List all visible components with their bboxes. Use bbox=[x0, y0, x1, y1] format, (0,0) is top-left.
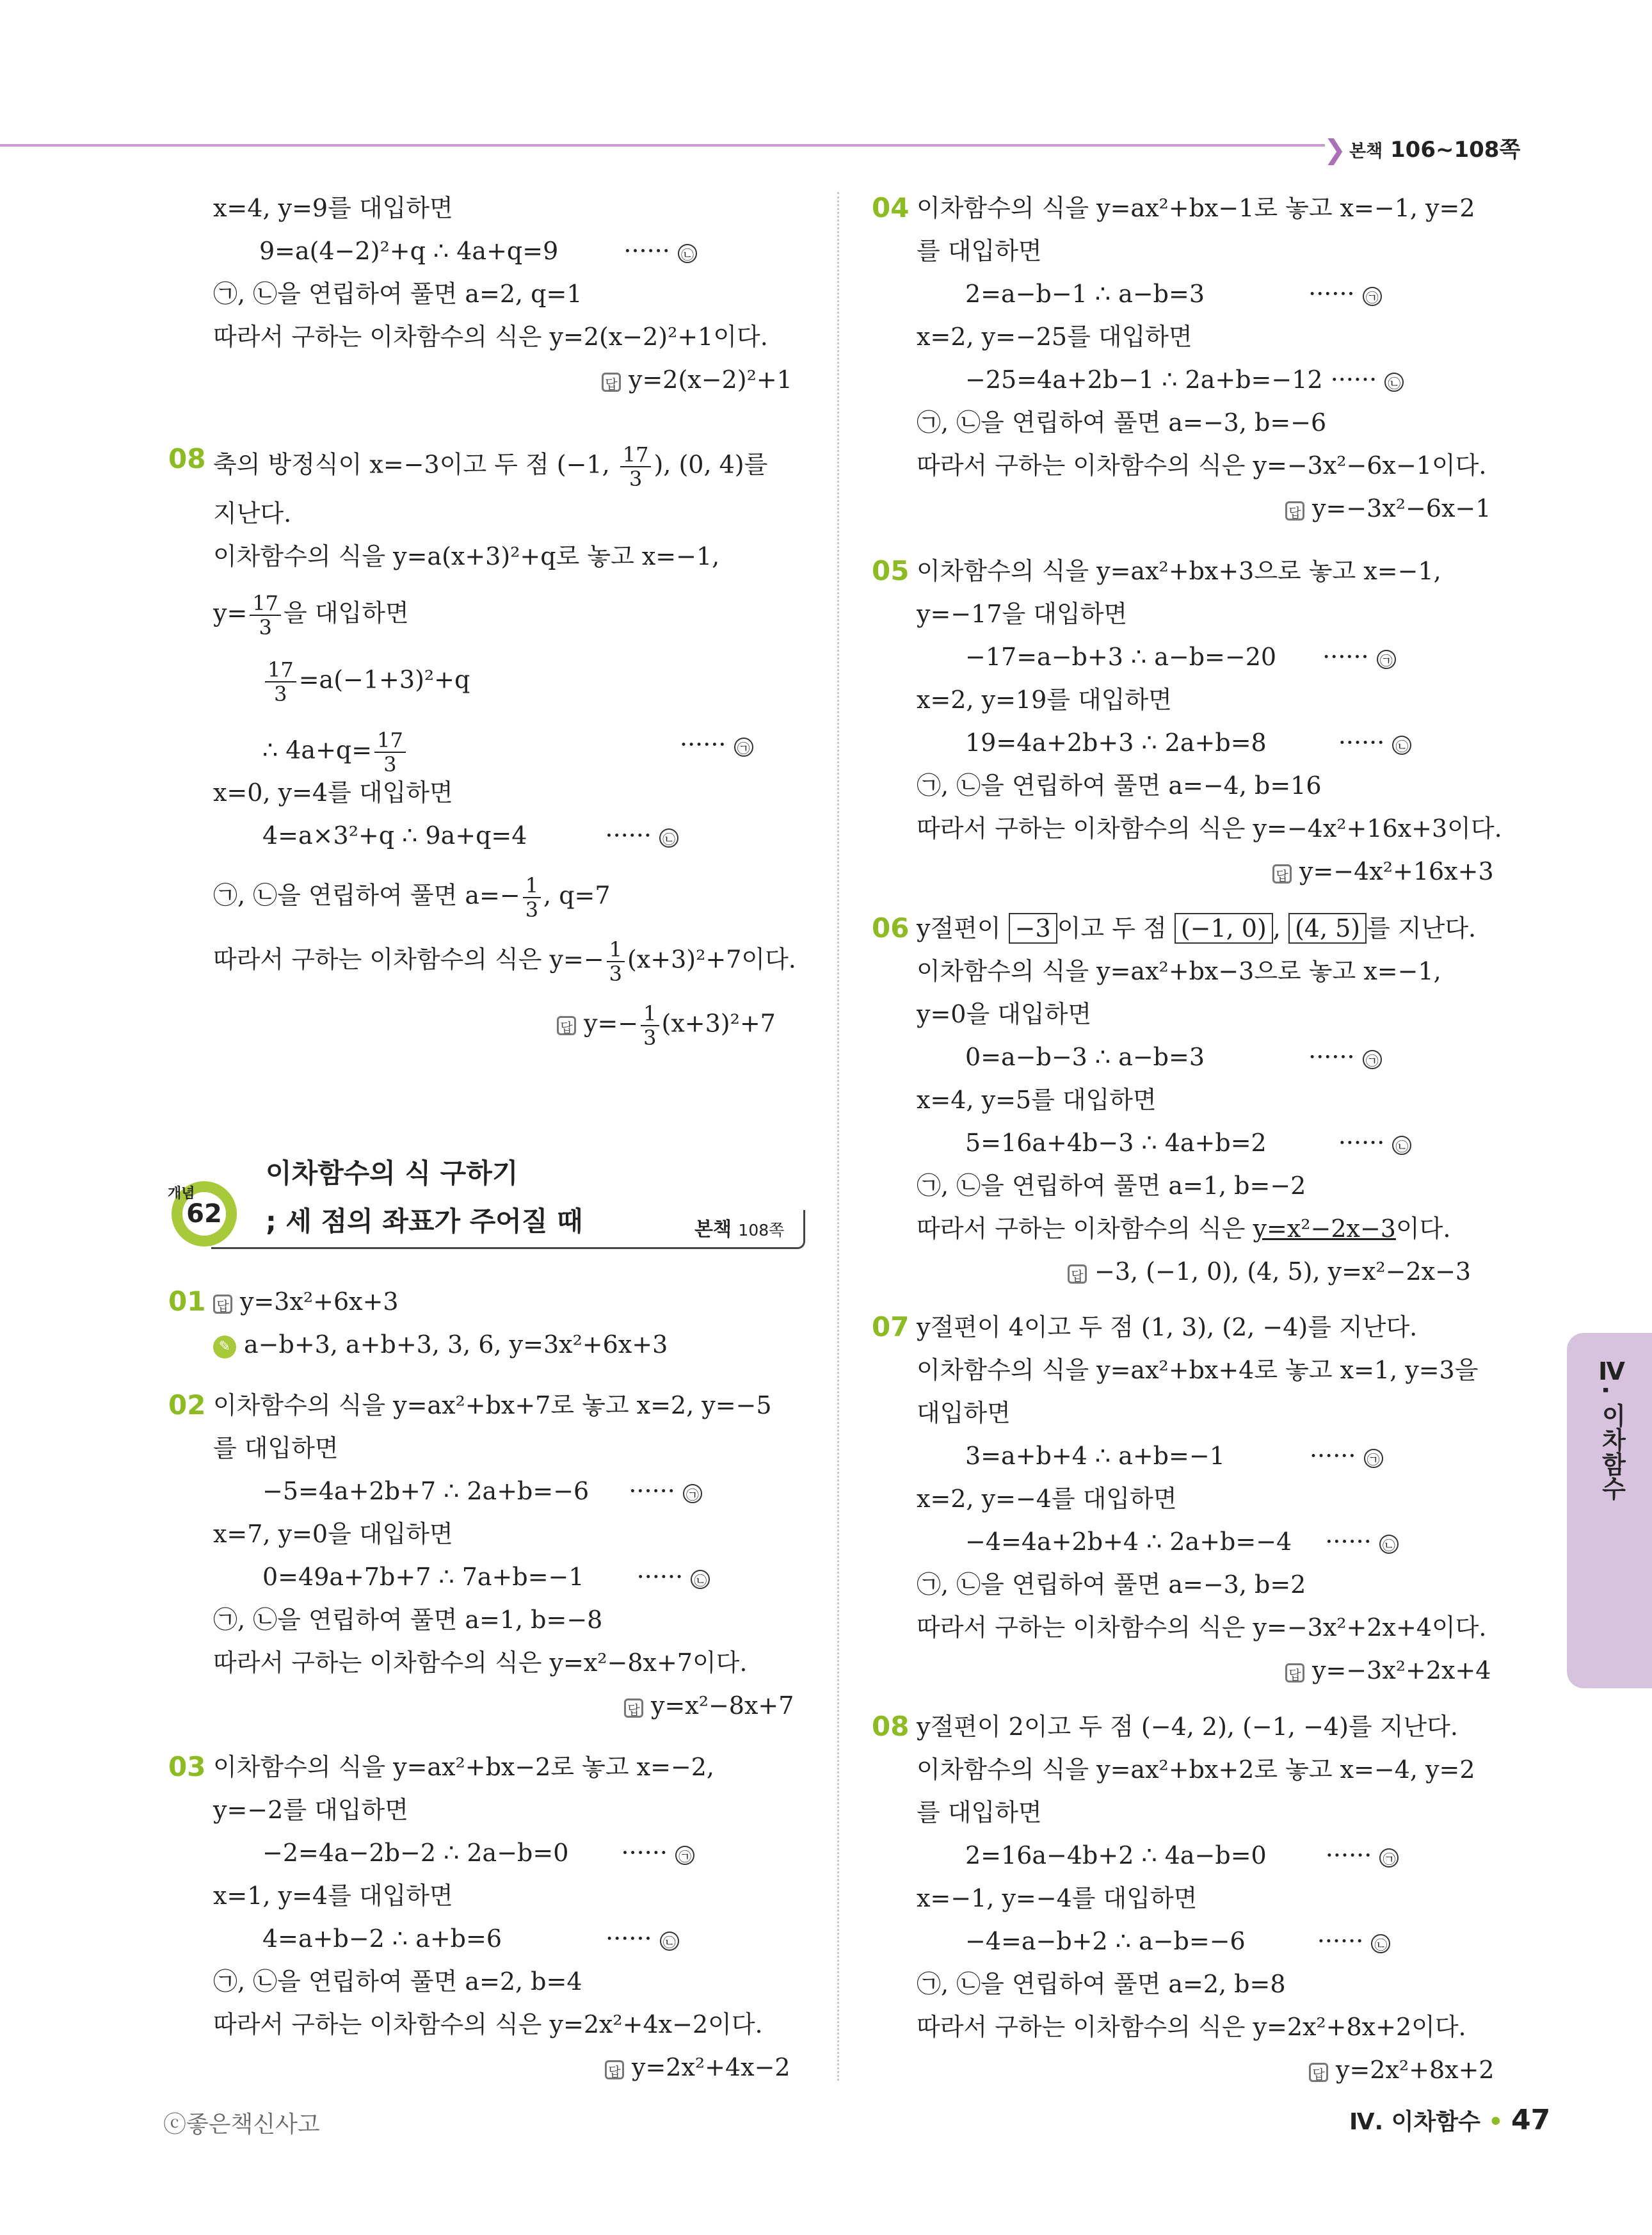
underlined-answer: y=x²−2x−3 bbox=[1253, 1214, 1396, 1243]
text-line: x=2, y=−25를 대입하면 bbox=[917, 323, 1192, 351]
dots: ······ bbox=[605, 1924, 652, 1953]
text: ), (0, 4)를 bbox=[654, 450, 768, 479]
dots: ······ bbox=[1322, 643, 1369, 671]
concept-reference bbox=[694, 1213, 784, 1241]
numerator: 17 bbox=[620, 443, 652, 467]
text-line: ㉠, ㉡을 연립하여 풀면 a=2, q=1 bbox=[213, 280, 582, 308]
equation: −2=4a−2b−2 ∴ 2a−b=0 bbox=[262, 1839, 569, 1867]
circle-2-icon: ㉡ bbox=[659, 828, 678, 848]
equation: 2=a−b−1 ∴ a−b=3 bbox=[965, 280, 1205, 308]
page-number: 47 bbox=[1511, 2104, 1551, 2136]
equation: 5=16a+4b−3 ∴ 4a+b=2 bbox=[965, 1129, 1267, 1157]
text-line: ㉠, ㉡을 연립하여 풀면 a=−3, b=−6 bbox=[917, 408, 1327, 437]
answer-line bbox=[1068, 1255, 1471, 1287]
problem-number: 04 bbox=[872, 192, 910, 223]
circle-1-icon: ㉠ bbox=[1363, 1050, 1382, 1069]
numerator: 1 bbox=[523, 874, 541, 898]
pencil-icon: ✎ bbox=[213, 1335, 236, 1359]
answer-icon: 답 bbox=[1285, 501, 1304, 520]
answer-text: y=−4x²+16x+3 bbox=[1299, 857, 1494, 885]
problem-number: 07 bbox=[872, 1311, 910, 1343]
equation-line bbox=[262, 1475, 702, 1507]
text-line bbox=[917, 912, 1476, 944]
text: ㉠, ㉡을 연립하여 풀면 a=− bbox=[213, 881, 520, 910]
dots: ······ bbox=[1308, 280, 1355, 308]
equation-line bbox=[965, 727, 1411, 759]
equation-line bbox=[262, 658, 470, 706]
text-line: 따라서 구하는 이차함수의 식은 y=2x²+4x−2이다. bbox=[213, 2010, 763, 2038]
dots: ······ bbox=[1325, 1528, 1372, 1556]
text-line: 따라서 구하는 이차함수의 식은 y=x²−8x+7이다. bbox=[213, 1649, 748, 1677]
text: ∴ 4a+q= bbox=[262, 736, 373, 764]
text-line: x=−1, y=−4를 대입하면 bbox=[917, 1884, 1198, 1912]
text-line: y절편이 4이고 두 점 (1, 3), (2, −4)를 지난다. bbox=[917, 1313, 1418, 1341]
fraction bbox=[620, 443, 652, 490]
text-line: x=7, y=0을 대입하면 bbox=[213, 1520, 453, 1548]
equation: −4=a−b+2 ∴ a−b=−6 bbox=[965, 1927, 1246, 1955]
answer-icon: 답 bbox=[624, 1698, 643, 1718]
answer-line bbox=[557, 1002, 776, 1049]
text-line: x=2, y=19를 대입하면 bbox=[917, 686, 1172, 714]
answer-icon: 답 bbox=[602, 373, 621, 392]
text-line: 따라서 구하는 이차함수의 식은 y=−4x²+16x+3이다. bbox=[917, 814, 1502, 843]
dots: ······ bbox=[623, 237, 670, 265]
equation-line bbox=[259, 235, 697, 267]
answer-icon: 답 bbox=[605, 2060, 624, 2079]
circle-2-icon: ㉡ bbox=[1384, 373, 1404, 392]
column-divider bbox=[837, 192, 839, 2081]
text: 를 지난다. bbox=[1367, 914, 1477, 942]
circle-2-icon: ㉡ bbox=[678, 244, 697, 263]
text-line: 이차함수의 식을 y=ax²+bx−2로 놓고 x=−2, bbox=[213, 1753, 715, 1781]
dots: ······ bbox=[629, 1477, 675, 1505]
text-line: x=4, y=9를 대입하면 bbox=[213, 194, 453, 222]
boxed-value: −3 bbox=[1009, 913, 1057, 944]
answer-icon: 답 bbox=[1285, 1663, 1304, 1682]
problem-number: 05 bbox=[872, 555, 910, 586]
equation-line bbox=[262, 1561, 710, 1593]
equation-line bbox=[965, 364, 1404, 396]
circle-2-icon: ㉡ bbox=[1379, 1535, 1399, 1554]
circle-1-icon: ㉠ bbox=[1379, 1848, 1399, 1868]
text: y= bbox=[213, 599, 248, 627]
numerator: 1 bbox=[607, 938, 625, 962]
answer-text: y=−3x²−6x−1 bbox=[1312, 494, 1491, 522]
concept-number: 62 bbox=[182, 1192, 226, 1236]
equation-line bbox=[262, 819, 678, 851]
denominator: 3 bbox=[383, 752, 397, 777]
equation: −5=4a+2b+7 ∴ 2a+b=−6 bbox=[262, 1477, 589, 1505]
text: , bbox=[1272, 914, 1288, 942]
text: , q=7 bbox=[543, 881, 611, 910]
problem-number: 08 bbox=[168, 443, 206, 474]
text-line: ㉠, ㉡을 연립하여 풀면 a=1, b=−8 bbox=[213, 1606, 603, 1634]
circle-1-icon: ㉠ bbox=[675, 1846, 694, 1865]
circle-2-icon: ㉡ bbox=[1392, 736, 1411, 755]
fraction bbox=[250, 592, 281, 639]
dots: ······ bbox=[1325, 1841, 1372, 1869]
numerator: 17 bbox=[250, 592, 281, 616]
circle-1-icon: ㉠ bbox=[734, 738, 753, 757]
text-line: 지난다. bbox=[213, 499, 292, 528]
circle-2-icon: ㉡ bbox=[1371, 1934, 1390, 1953]
dots: ······ bbox=[605, 821, 652, 850]
footer-dot: • bbox=[1488, 2109, 1504, 2135]
text-line bbox=[213, 938, 796, 985]
answer-text: y=− bbox=[584, 1009, 639, 1038]
text-line: 이차함수의 식을 y=a(x+3)²+q로 놓고 x=−1, bbox=[213, 542, 720, 570]
text-line bbox=[917, 1213, 1450, 1245]
text-line: 를 대입하면 bbox=[917, 237, 1042, 265]
text-line: ㉠, ㉡을 연립하여 풀면 a=2, b=4 bbox=[213, 1967, 582, 1996]
denominator: 3 bbox=[525, 898, 539, 922]
equation: −25=4a+2b−1 ∴ 2a+b=−12 bbox=[965, 366, 1323, 394]
answer-line bbox=[1285, 1654, 1491, 1686]
answer-icon: 답 bbox=[557, 1016, 576, 1035]
text-line: 이차함수의 식을 y=ax²+bx+2로 놓고 x=−4, y=2 bbox=[917, 1755, 1475, 1784]
concept-tag: 개념 bbox=[168, 1186, 195, 1202]
text-line: ㉠, ㉡을 연립하여 풀면 a=2, b=8 bbox=[917, 1970, 1286, 1998]
equation: 4=a+b−2 ∴ a+b=6 bbox=[262, 1924, 502, 1953]
denominator: 3 bbox=[629, 467, 643, 491]
text-line bbox=[213, 443, 767, 490]
concept-subtitle: ; 세 점의 좌표가 주어질 때 bbox=[266, 1206, 583, 1237]
answer-line bbox=[624, 1690, 794, 1722]
text-line: 이차함수의 식을 y=ax²+bx+4로 놓고 x=1, y=3을 bbox=[917, 1356, 1479, 1384]
equation: 0=49a+7b+7 ∴ 7a+b=−1 bbox=[262, 1563, 584, 1591]
fraction bbox=[641, 1002, 659, 1049]
answer-text: y=2x²+8x+2 bbox=[1336, 2056, 1495, 2084]
text-line: 따라서 구하는 이차함수의 식은 y=−3x²−6x−1이다. bbox=[917, 451, 1487, 480]
text-line: ㉠, ㉡을 연립하여 풀면 a=1, b=−2 bbox=[917, 1172, 1306, 1200]
equation-line bbox=[965, 1127, 1411, 1159]
equation-line bbox=[965, 1526, 1399, 1558]
fraction bbox=[374, 729, 406, 776]
dots: ······ bbox=[1309, 1442, 1356, 1470]
dots: ······ bbox=[1308, 1043, 1355, 1071]
text-line: y절편이 2이고 두 점 (−4, 2), (−1, −4)를 지난다. bbox=[917, 1713, 1458, 1741]
ref-prefix: 본책 bbox=[1349, 141, 1383, 161]
page-reference bbox=[1349, 132, 1520, 163]
text-line: 이차함수의 식을 y=ax²+bx+3으로 놓고 x=−1, bbox=[917, 557, 1441, 585]
equation: 0=a−b−3 ∴ a−b=3 bbox=[965, 1043, 1205, 1071]
answer-icon: 답 bbox=[1068, 1264, 1087, 1284]
dots: ······ bbox=[1338, 1129, 1385, 1157]
answer-text: y=2x²+4x−2 bbox=[632, 2053, 790, 2081]
circle-1-icon: ㉠ bbox=[1363, 287, 1382, 306]
text-line: 따라서 구하는 이차함수의 식은 y=−3x²+2x+4이다. bbox=[917, 1613, 1487, 1642]
text-line: 따라서 구하는 이차함수의 식은 y=2(x−2)²+1이다. bbox=[213, 323, 768, 351]
answer-text: y=−3x²+2x+4 bbox=[1312, 1656, 1491, 1684]
equation: −4=4a+2b+4 ∴ 2a+b=−4 bbox=[965, 1528, 1292, 1556]
answer-icon: 답 bbox=[1272, 864, 1292, 884]
dots: ······ bbox=[1317, 1927, 1364, 1955]
chapter-side-tab-label: Ⅳ. 이차함수 bbox=[1598, 1357, 1626, 1501]
text-line: x=4, y=5를 대입하면 bbox=[917, 1086, 1157, 1114]
boxed-value: (4, 5) bbox=[1288, 913, 1367, 944]
dots: ······ bbox=[1338, 729, 1385, 757]
circle-2-icon: ㉡ bbox=[691, 1570, 710, 1589]
equation-line bbox=[965, 1440, 1383, 1472]
hint-line bbox=[213, 1328, 668, 1360]
problem-number: 02 bbox=[168, 1389, 206, 1421]
circle-1-icon: ㉠ bbox=[1377, 650, 1396, 669]
circle-2-icon: ㉡ bbox=[660, 1932, 679, 1951]
problem-number: 08 bbox=[872, 1711, 910, 1742]
text-line: y=0을 대입하면 bbox=[917, 1000, 1092, 1028]
answer-icon: 답 bbox=[1309, 2063, 1328, 2082]
circle-1-icon: ㉠ bbox=[1364, 1449, 1383, 1468]
dots: ······ bbox=[636, 1563, 684, 1591]
equation: 19=4a+2b+3 ∴ 2a+b=8 bbox=[965, 729, 1267, 757]
text: =a(−1+3)²+q bbox=[298, 665, 470, 694]
text-line: y=−17을 대입하면 bbox=[917, 600, 1128, 628]
equation: 4=a×3²+q ∴ 9a+q=4 bbox=[262, 821, 527, 850]
text-line: x=1, y=4를 대입하면 bbox=[213, 1882, 453, 1910]
text: (x+3)²+7이다. bbox=[627, 945, 796, 974]
text-line: 이차함수의 식을 y=ax²+bx−3으로 놓고 x=−1, bbox=[917, 957, 1441, 985]
dots: ······ bbox=[621, 1839, 668, 1867]
text-line: y=−2를 대입하면 bbox=[213, 1796, 408, 1824]
numerator: 17 bbox=[374, 729, 406, 753]
copyright: ⓒ좋은책신사고 bbox=[163, 2111, 320, 2138]
concept-title: 이차함수의 식 구하기 bbox=[266, 1158, 518, 1189]
answer-line bbox=[213, 1286, 399, 1318]
text: y절편이 bbox=[917, 914, 1009, 942]
ref-page: 108쪽 bbox=[738, 1221, 785, 1239]
equation-line bbox=[965, 1925, 1390, 1957]
equation: 9=a(4−2)²+q ∴ 4a+q=9 bbox=[259, 237, 559, 265]
header-rule bbox=[0, 144, 1325, 147]
circle-1-icon: ㉠ bbox=[683, 1484, 702, 1503]
equation-line bbox=[965, 1839, 1399, 1871]
answer-text: y=x²−8x+7 bbox=[651, 1691, 794, 1720]
fraction bbox=[607, 938, 625, 985]
text-line: x=0, y=4를 대입하면 bbox=[213, 779, 453, 807]
denominator: 3 bbox=[609, 962, 623, 986]
boxed-value: (−1, 0) bbox=[1175, 913, 1273, 944]
fraction bbox=[523, 874, 541, 921]
text-line: 이차함수의 식을 y=ax²+bx−1로 놓고 x=−1, y=2 bbox=[917, 194, 1475, 222]
text: 따라서 구하는 이차함수의 식은 y=− bbox=[213, 945, 604, 974]
equation: −17=a−b+3 ∴ a−b=−20 bbox=[965, 643, 1277, 671]
text: 따라서 구하는 이차함수의 식은 bbox=[917, 1214, 1253, 1243]
text-line: 를 대입하면 bbox=[917, 1798, 1042, 1827]
answer-icon: 답 bbox=[213, 1295, 232, 1314]
equation-line bbox=[262, 1923, 679, 1955]
answer-text: (x+3)²+7 bbox=[661, 1009, 776, 1038]
denominator: 3 bbox=[643, 1026, 657, 1050]
problem-number: 06 bbox=[872, 912, 910, 944]
numerator: 1 bbox=[641, 1002, 659, 1026]
text: 이다. bbox=[1395, 1214, 1451, 1243]
text-line bbox=[213, 874, 611, 921]
answer-line bbox=[602, 364, 792, 396]
ref-prefix: 본책 bbox=[694, 1218, 732, 1241]
text-line: 대입하면 bbox=[917, 1399, 1011, 1427]
text-line: ㉠, ㉡을 연립하여 풀면 a=−3, b=2 bbox=[917, 1570, 1306, 1599]
hint-text: a−b+3, a+b+3, 3, 6, y=3x²+6x+3 bbox=[244, 1330, 668, 1359]
dots: ······ bbox=[1330, 366, 1377, 394]
problem-number: 01 bbox=[168, 1286, 206, 1317]
answer-text: y=3x²+6x+3 bbox=[240, 1287, 399, 1316]
equation: 2=16a−4b+2 ∴ 4a−b=0 bbox=[965, 1841, 1267, 1869]
ref-pages: 106~108쪽 bbox=[1390, 137, 1521, 163]
text-line: 를 대입하면 bbox=[213, 1434, 339, 1462]
numerator: 17 bbox=[265, 658, 296, 682]
equation-line bbox=[965, 278, 1382, 310]
answer-line bbox=[1309, 2054, 1495, 2086]
equation-line bbox=[965, 641, 1396, 673]
fraction bbox=[265, 658, 296, 706]
circle-2-icon: ㉡ bbox=[1392, 1136, 1411, 1155]
answer-text: y=2(x−2)²+1 bbox=[629, 366, 792, 394]
text: 축의 방정식이 x=−3이고 두 점 (−1, bbox=[213, 450, 618, 479]
dots: ······ bbox=[680, 730, 726, 759]
problem-number: 03 bbox=[168, 1751, 206, 1782]
text-line: 따라서 구하는 이차함수의 식은 y=2x²+8x+2이다. bbox=[917, 2013, 1466, 2041]
text: 이고 두 점 bbox=[1057, 914, 1175, 942]
chevron-right-icon: ❯ bbox=[1324, 134, 1347, 165]
text-line bbox=[213, 592, 409, 639]
denominator: 3 bbox=[274, 682, 287, 706]
denominator: 3 bbox=[259, 615, 272, 640]
footer-chapter: Ⅳ. 이차함수 bbox=[1349, 2109, 1480, 2135]
equation-line bbox=[262, 729, 408, 776]
answer-line bbox=[605, 2051, 790, 2083]
text-line: ㉠, ㉡을 연립하여 풀면 a=−4, b=16 bbox=[917, 771, 1322, 800]
equation: 3=a+b+4 ∴ a+b=−1 bbox=[965, 1442, 1225, 1470]
text-line: x=2, y=−4를 대입하면 bbox=[917, 1485, 1177, 1513]
text-line: 이차함수의 식을 y=ax²+bx+7로 놓고 x=2, y=−5 bbox=[213, 1391, 772, 1419]
answer-line bbox=[1272, 855, 1494, 887]
answer-text: −3, (−1, 0), (4, 5), y=x²−2x−3 bbox=[1095, 1257, 1472, 1286]
page-footer bbox=[1349, 2104, 1550, 2136]
equation-line bbox=[965, 1041, 1382, 1073]
equation-tag bbox=[680, 729, 753, 761]
text: 을 대입하면 bbox=[284, 599, 409, 627]
equation-line bbox=[262, 1837, 694, 1869]
answer-line bbox=[1285, 492, 1491, 524]
